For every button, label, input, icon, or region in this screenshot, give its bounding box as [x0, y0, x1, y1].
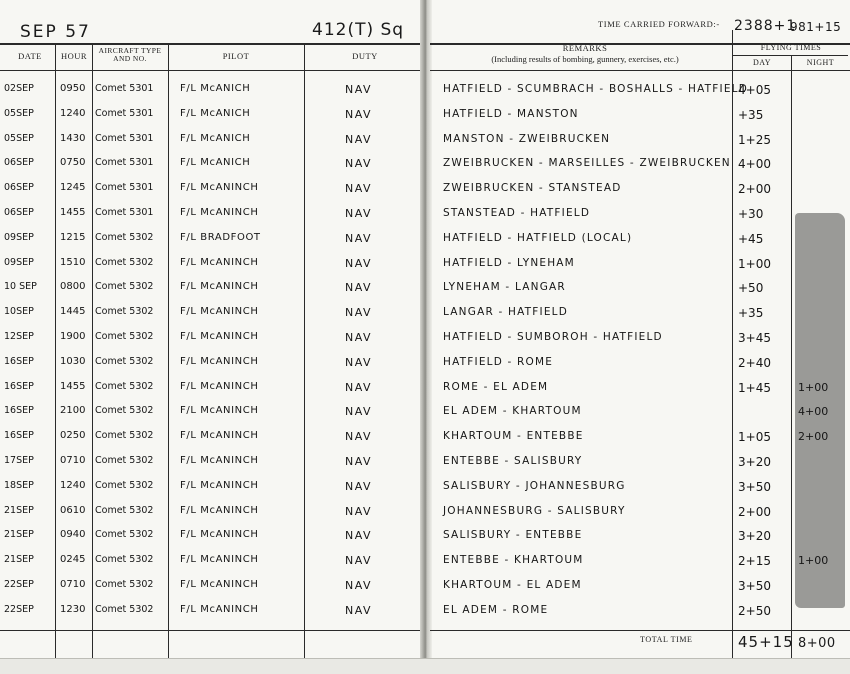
entry-aircraft: Comet 5302	[95, 504, 154, 516]
entry-aircraft: Comet 5302	[95, 579, 154, 590]
entry-day-time: 3+50	[738, 579, 771, 593]
entry-aircraft: Comet 5302	[95, 231, 154, 243]
page-bottom-edge	[0, 658, 850, 674]
entry-aircraft: Comet 5302	[95, 256, 154, 268]
entry-day-time: 4+05	[738, 83, 771, 97]
entry-remarks: ROME - EL ADEM	[443, 380, 549, 393]
entry-aircraft: Comet 5302	[95, 331, 154, 342]
time-carried-forward-day: 2388+1	[734, 18, 797, 34]
entry-aircraft: Comet 5302	[95, 554, 154, 566]
entry-day-time: 2+00	[738, 182, 771, 197]
entry-duty: NAV	[345, 504, 373, 518]
entry-date: 22SEP	[4, 579, 34, 590]
entry-hour: 0940	[60, 529, 86, 541]
entry-hour: 0610	[60, 504, 86, 516]
column-header-duty: DUTY	[352, 51, 378, 61]
entry-date: 21SEP	[4, 554, 34, 566]
entry-remarks: ZWEIBRUCKEN - MARSEILLES - ZWEIBRUCKEN	[443, 157, 731, 170]
entry-duty: NAV	[345, 479, 373, 493]
header-bottom-rule-left	[0, 70, 420, 71]
entry-pilot: F/L McANINCH	[180, 256, 259, 268]
entry-duty: NAV	[345, 603, 373, 617]
time-carried-forward-night: 981+15	[790, 20, 842, 34]
entry-duty: NAV	[345, 132, 373, 146]
entry-duty: NAV	[345, 554, 373, 568]
entry-day-time: 3+45	[738, 331, 771, 345]
entry-duty: NAV	[345, 529, 373, 543]
entry-day-time: 1+00	[738, 256, 771, 271]
entry-date: 16SEP	[4, 380, 34, 392]
column-header-aircraft: AIRCRAFT TYPE AND NO.	[98, 46, 162, 63]
entry-day-time: +45	[738, 231, 764, 246]
entry-date: 06SEP	[4, 207, 34, 218]
footer-rule-left	[0, 630, 420, 631]
entry-aircraft: Comet 5301	[95, 107, 154, 119]
entry-day-time: +35	[738, 306, 764, 321]
column-rule-aircraft	[168, 43, 169, 658]
entry-remarks: HATFIELD - HATFIELD (LOCAL)	[443, 231, 633, 244]
entry-night-time: 2+00	[798, 430, 829, 444]
entry-hour: 1215	[60, 231, 86, 243]
entry-aircraft: Comet 5301	[95, 182, 154, 194]
entry-day-time: 3+20	[738, 529, 771, 544]
column-header-night: NIGHT	[806, 58, 835, 67]
entry-pilot: F/L McANINCH	[180, 355, 259, 367]
entry-duty: NAV	[345, 182, 373, 196]
entry-hour: 1455	[60, 380, 86, 392]
entry-date: 10SEP	[4, 306, 34, 318]
entry-date: 22SEP	[4, 603, 34, 615]
entry-remarks: ENTEBBE - KHARTOUM	[443, 554, 584, 567]
entry-day-time: 2+50	[738, 603, 771, 618]
entry-hour: 0950	[60, 83, 86, 94]
entry-remarks: HATFIELD - MANSTON	[443, 107, 579, 120]
entry-night-time: 1+00	[798, 554, 829, 568]
entry-remarks: JOHANNESBURG - SALISBURY	[443, 504, 626, 517]
entry-hour: 2100	[60, 405, 86, 417]
entry-pilot: F/L McANINCH	[180, 455, 259, 466]
entry-remarks: HATFIELD - ROME	[443, 355, 554, 368]
flying-times-subrule	[732, 55, 848, 56]
entry-aircraft: Comet 5302	[95, 405, 154, 417]
entry-day-time: +30	[738, 207, 764, 221]
entry-date: 21SEP	[4, 504, 34, 516]
entry-pilot: F/L McANICH	[180, 83, 251, 94]
entry-night-time: 1+00	[798, 380, 829, 394]
total-time-label: TOTAL TIME	[640, 635, 693, 644]
entry-day-time: 3+50	[738, 479, 771, 494]
entry-pilot: F/L McANINCH	[180, 529, 259, 541]
entry-pilot: F/L BRADFOOT	[180, 231, 261, 243]
entry-day-time: 2+00	[738, 504, 771, 519]
entry-day-time: 4+00	[738, 157, 771, 172]
entry-hour: 0750	[60, 157, 86, 169]
entry-aircraft: Comet 5302	[95, 479, 154, 491]
column-header-pilot: PILOT	[222, 51, 250, 61]
entry-pilot: F/L McANINCH	[180, 380, 259, 392]
entry-duty: NAV	[345, 281, 373, 295]
total-night: 8+00	[798, 636, 836, 651]
column-header-remarks-sub: (Including results of bombing, gunnery, exercises, etc.)	[491, 54, 679, 64]
entry-date: 16SEP	[4, 405, 34, 417]
entry-remarks: MANSTON - ZWEIBRUCKEN	[443, 132, 611, 145]
entry-duty: NAV	[345, 380, 373, 394]
entry-aircraft: Comet 5302	[95, 430, 154, 442]
entry-pilot: F/L McANINCH	[180, 207, 259, 218]
entry-duty: NAV	[345, 306, 373, 320]
entry-aircraft: Comet 5302	[95, 529, 154, 541]
entry-pilot: F/L McANINCH	[180, 405, 259, 417]
entry-pilot: F/L McANICH	[180, 157, 251, 169]
entry-date: 05SEP	[4, 107, 34, 119]
column-header-day: DAY	[752, 58, 772, 67]
entry-hour: 1430	[60, 132, 86, 144]
entry-hour: 0710	[60, 579, 86, 590]
entry-pilot: F/L McANINCH	[180, 182, 259, 194]
entry-date: 16SEP	[4, 355, 34, 367]
entry-aircraft: Comet 5302	[95, 355, 154, 367]
entry-pilot: F/L McANINCH	[180, 479, 259, 491]
entry-remarks: LANGAR - HATFIELD	[443, 306, 568, 319]
entry-remarks: EL ADEM - KHARTOUM	[443, 405, 582, 418]
entry-hour: 1030	[60, 355, 86, 367]
entry-pilot: F/L McANICH	[180, 107, 251, 119]
entry-pilot: F/L McANINCH	[180, 554, 259, 566]
entry-date: 06SEP	[4, 182, 34, 194]
entry-remarks: ZWEIBRUCKEN - STANSTEAD	[443, 182, 622, 195]
entry-aircraft: Comet 5302	[95, 455, 154, 466]
entry-remarks: EL ADEM - ROME	[443, 603, 549, 616]
column-rule-night	[791, 55, 792, 658]
entry-pilot: F/L McANINCH	[180, 430, 259, 442]
entry-date: 06SEP	[4, 157, 34, 169]
entry-day-time: 2+15	[738, 554, 771, 569]
entry-date: 10 SEP	[4, 281, 37, 293]
entry-day-time: +35	[738, 107, 764, 122]
entry-duty: NAV	[345, 455, 373, 468]
entry-hour: 0250	[60, 430, 86, 442]
entry-remarks: KHARTOUM - ENTEBBE	[443, 430, 584, 443]
entry-duty: NAV	[345, 256, 373, 270]
entry-remarks: SALISBURY - ENTEBBE	[443, 529, 583, 542]
entry-hour: 1510	[60, 256, 86, 268]
entry-duty: NAV	[345, 207, 373, 220]
footer-rule-right	[430, 630, 850, 631]
unit-heading: 412(T) Sq	[312, 20, 405, 40]
entry-aircraft: Comet 5302	[95, 380, 154, 392]
entry-duty: NAV	[345, 157, 373, 171]
entry-day-time: +50	[738, 281, 764, 296]
entry-aircraft: Comet 5302	[95, 281, 154, 293]
entry-pilot: F/L McANINCH	[180, 579, 259, 590]
entry-date: 09SEP	[4, 256, 34, 268]
entry-aircraft: Comet 5301	[95, 157, 154, 169]
entry-duty: NAV	[345, 579, 373, 592]
column-header-hour: HOUR	[60, 51, 88, 61]
entry-date: 16SEP	[4, 430, 34, 442]
entry-remarks: STANSTEAD - HATFIELD	[443, 207, 591, 219]
total-day: 45+15	[738, 633, 794, 651]
header-bottom-rule-right	[430, 70, 850, 71]
entry-duty: NAV	[345, 331, 373, 344]
entry-duty: NAV	[345, 231, 373, 245]
entry-remarks: HATFIELD - SUMBOROH - HATFIELD	[443, 331, 663, 343]
column-header-remarks: REMARKS	[562, 43, 608, 53]
entry-remarks: HATFIELD - LYNEHAM	[443, 256, 575, 269]
entry-aircraft: Comet 5302	[95, 306, 154, 318]
entry-pilot: F/L McANINCH	[180, 306, 259, 318]
entry-pilot: F/L McANINCH	[180, 331, 259, 342]
entry-day-time: 3+20	[738, 455, 771, 469]
entry-hour: 1245	[60, 182, 86, 194]
book-spine	[420, 0, 432, 674]
entry-hour: 0800	[60, 281, 86, 293]
entry-date: 21SEP	[4, 529, 34, 541]
column-rule-pilot	[304, 43, 305, 658]
entry-day-time: 1+25	[738, 132, 771, 147]
entry-duty: NAV	[345, 405, 373, 419]
entry-duty: NAV	[345, 355, 373, 369]
column-rule-date	[55, 43, 56, 658]
entry-hour: 1445	[60, 306, 86, 318]
entry-date: 18SEP	[4, 479, 34, 491]
entry-hour: 1455	[60, 207, 86, 218]
header-top-rule-left	[0, 43, 420, 45]
entry-night-time: 4+00	[798, 405, 829, 419]
entry-remarks: ENTEBBE - SALISBURY	[443, 455, 583, 467]
entry-date: 05SEP	[4, 132, 34, 144]
entry-hour: 1240	[60, 107, 86, 119]
entry-remarks: KHARTOUM - EL ADEM	[443, 579, 582, 591]
entry-hour: 0710	[60, 455, 86, 466]
entry-day-time: 1+45	[738, 380, 771, 395]
entry-hour: 1900	[60, 331, 86, 342]
column-header-flying-times: FLYING TIMES	[760, 43, 822, 52]
entry-aircraft: Comet 5301	[95, 132, 154, 144]
entry-duty: NAV	[345, 430, 373, 444]
entry-hour: 0245	[60, 554, 86, 566]
entry-aircraft: Comet 5301	[95, 207, 154, 218]
entry-duty: NAV	[345, 107, 373, 121]
entry-day-time: 2+40	[738, 355, 771, 370]
entry-date: 09SEP	[4, 231, 34, 243]
entry-remarks: SALISBURY - JOHANNESBURG	[443, 479, 626, 492]
month-heading: SEP 57	[20, 22, 91, 42]
entry-hour: 1230	[60, 603, 86, 615]
time-carried-forward-label: TIME CARRIED FORWARD:-	[598, 19, 720, 29]
entry-aircraft: Comet 5302	[95, 603, 154, 615]
entry-date: 12SEP	[4, 331, 34, 342]
entry-pilot: F/L McANINCH	[180, 281, 259, 293]
column-header-date: DATE	[18, 51, 42, 61]
entry-remarks: HATFIELD - SCUMBRACH - BOSHALLS - HATFIELD	[443, 83, 748, 95]
entry-aircraft: Comet 5301	[95, 83, 154, 94]
entry-pilot: F/L McANICH	[180, 132, 251, 144]
entry-duty: NAV	[345, 83, 373, 96]
entry-hour: 1240	[60, 479, 86, 491]
entry-date: 17SEP	[4, 455, 34, 466]
entry-remarks: LYNEHAM - LANGAR	[443, 281, 566, 294]
entry-date: 02SEP	[4, 83, 34, 94]
entry-pilot: F/L McANINCH	[180, 504, 259, 516]
entry-pilot: F/L McANINCH	[180, 603, 259, 615]
entry-day-time: 1+05	[738, 430, 771, 445]
